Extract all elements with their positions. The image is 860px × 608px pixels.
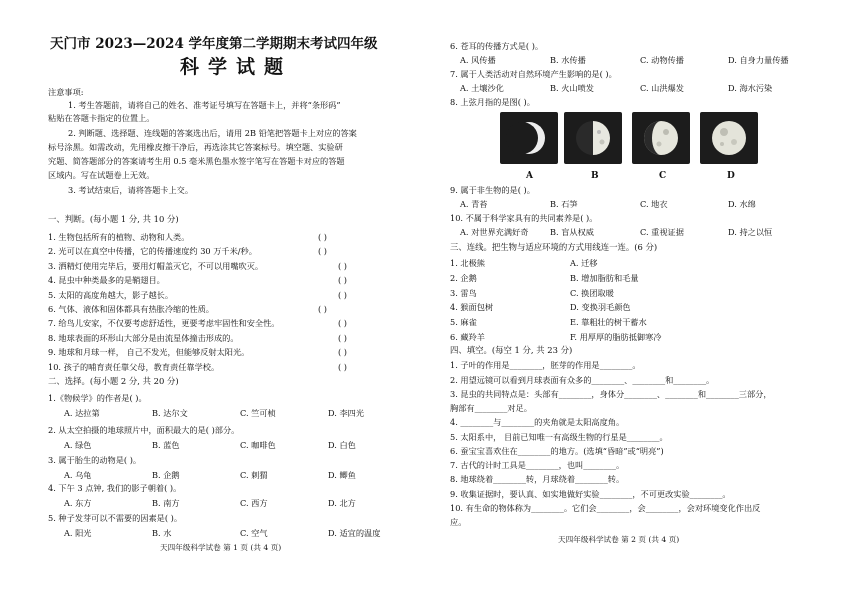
answer-paren: ( ) [318,304,327,314]
note-line: 粘贴在答题卡指定的位置上。 [48,113,155,123]
choice-option: B. 南方 [152,498,180,508]
match-right-item: B. 增加脂肪和毛量 [570,272,639,283]
moon-label: B [591,171,599,181]
moon-image-c [632,112,690,164]
choice-option: D. 持之以恒 [728,227,773,237]
fill-item-text: 应。 [450,517,467,527]
judge-item-text: 6. 气体、液体和固体都具有热胀冷缩的性质。 [48,304,214,314]
choice-option: D. 自身力量传播 [728,55,789,65]
choice-option: C. 西方 [240,498,268,508]
gibbous-moon-icon [632,112,690,164]
choice-option: B. 蓝色 [152,440,180,450]
choice-option: D. 鲫鱼 [328,470,356,480]
choice-option: C. 重视证据 [640,227,684,237]
choice-option: B. 达尔文 [152,408,188,418]
match-left-item: 6. 藏羚羊 [450,332,485,342]
judge-item-text: 2. 光可以在真空中传播，它的传播速度约 30 万千米/秒。 [48,246,257,257]
moon-label: D [727,171,735,181]
section-choice-heading: 二、选择。(每小题 2 分, 共 20 分) [48,376,179,386]
choice-question: 2. 从太空拍摄的地球照片中，面积最大的是( )部分。 [48,425,240,435]
match-left-item: 3. 雷鸟 [450,287,477,298]
match-left-item: 2. 企鹅 [450,272,477,283]
choice-option: D. 李四光 [328,408,365,418]
note-line: 区域内。写在试题卷上无效。 [48,170,155,180]
judge-item-text: 9. 地球和月球一样， 自己不发光，但能够反射太阳光。 [48,347,250,358]
choice-question: 4. 下午 3 点钟, 我们的影子朝着( )。 [48,483,182,493]
judge-item-text: 1. 生物包括所有的植物、动物和人类。 [48,232,190,242]
judge-item-text: 5. 太阳的高度角越大，影子越长。 [48,289,174,300]
answer-paren: ( ) [338,332,347,343]
match-right-item: F. 用厚厚的脂肪抵御寒冷 [570,332,662,342]
section-fill-heading: 四、填空。(每空 1 分, 共 23 分) [450,345,573,355]
fill-item-text: 6. 蚕宝宝喜欢住在________的地方。(选填“昏暗”或“明亮”) [450,446,664,456]
choice-question: 5. 种子发芽可以不需要的因素是( )。 [48,513,183,523]
choice-option: A. 乌龟 [64,470,92,480]
note-line: 2. 判断题、选择题、连线题的答案选出后，请用 2B 铅笔把答题卡上对应的答案 [68,128,357,138]
choice-option: A. 青苔 [460,199,488,209]
note-line: 标号涂黑。如需改动，先用橡皮擦干净后，再选涂其它答案标号。填空题、实验研 [48,142,343,152]
page-footer-right: 天四年级科学试卷 第 2 页 (共 4 页) [558,535,680,544]
answer-paren: ( ) [338,318,347,329]
answer-paren: ( ) [338,361,347,372]
fill-item-text: 4. ________与________的夹角就是太阳高度角。 [450,417,625,427]
choice-option: A. 土壤沙化 [460,83,504,93]
match-right-item: C. 换团取暖 [570,287,614,298]
choice-option: D. 水绵 [728,199,756,209]
choice-option: C. 空气 [240,528,268,538]
choice-option: C. 地衣 [640,199,668,209]
moon-image-b [564,112,622,164]
note-line: 1. 考生答题前，请将自己的姓名、准考证号填写在答题卡上，并将“条形码” [68,100,341,110]
choice-option: A. 阳光 [64,528,92,538]
moon-label: A [526,171,533,181]
note-line: 3. 考试结束后，请将答题卡上交。 [68,185,194,195]
answer-paren: ( ) [338,260,347,271]
choice-option: C. 山洪爆发 [640,83,684,93]
choice-option: B. 水 [152,528,172,538]
fill-item-text: 9. 收集证据时，要认真、如实地做好实验________，不可更改实验________。 [450,489,731,499]
fill-item-text: 8. 地球绕着________转，月球绕着________转。 [450,474,625,484]
choice-option: A. 达拉第 [64,408,100,418]
section-match-heading: 三、连线。把生物与适应环境的方式用线连一连。(6 分) [450,242,658,252]
judge-item-text: 3. 洒精灯使用完毕后，要用灯帽盖灭它，不可以用嘴吹灭。 [48,260,264,271]
choice-option: B. 企鹅 [152,470,180,480]
waning-crescent-icon [500,112,558,164]
fill-item-text: 7. 古代的计时工具是________，也叫________。 [450,460,625,470]
choice-option: B. 盲从权威 [550,227,594,237]
note-line: 究题、简答题部分的答案请考生用 0.5 毫米黑色墨水签字笔写在答题卡对应的答题 [48,156,345,166]
choice-option: D. 适宜的温度 [328,528,381,538]
choice-question: 10. 不属于科学家具有的共同素养是( )。 [450,213,598,223]
answer-paren: ( ) [318,246,327,257]
moon-image-a [500,112,558,164]
choice-option: A. 绿色 [64,440,92,450]
match-left-item: 1. 北极熊 [450,258,485,268]
choice-option: C. 竺可桢 [240,408,276,418]
choice-option: B. 石笋 [550,199,578,209]
fill-item-text: 5. 太阳系中， 目前已知唯一有高级生物的行星是________。 [450,432,668,442]
choice-question: 3. 属于胎生的动物是( )。 [48,455,142,465]
choice-option: D. 白色 [328,440,356,450]
choice-option: A. 风传播 [460,55,496,65]
match-right-item: D. 变换羽毛颜色 [570,302,631,313]
choice-question: 7. 属于人类活动对自然环境产生影响的是( )。 [450,69,617,79]
choice-option: C. 刺猬 [240,470,268,480]
answer-paren: ( ) [338,347,347,358]
section-judge-heading: 一、判断。(每小题 1 分, 共 10 分) [48,214,179,224]
choice-option: B. 水传播 [550,55,586,65]
choice-option: C. 动物传播 [640,55,684,65]
fill-item-text: 3. 昆虫的共同特点是：头部有________，身体分________、________和________三部分， [450,389,772,399]
page-footer-left: 天四年级科学试卷 第 1 页 (共 4 页) [160,543,282,552]
fill-item-text: 2. 用望远镜可以看到月球表面有众多的________、________和________。 [450,375,715,385]
subject-title: 科学试题 [180,56,293,78]
answer-paren: ( ) [338,275,347,286]
match-left-item: 4. 猴面包树 [450,302,494,313]
match-left-item: 5. 麻雀 [450,317,477,328]
match-right-item: E. 靠粗壮的树干蓄水 [570,317,647,328]
choice-question: 9. 属于非生物的是( )。 [450,185,535,195]
full-moon-icon [700,112,758,164]
choice-option: C. 咖啡色 [240,440,276,450]
choice-option: A. 对世界充满好奇 [460,227,529,237]
match-right-item: A. 迁移 [570,258,598,268]
fill-item-text: 胸部有________对足。 [450,403,532,413]
answer-paren: ( ) [318,232,327,242]
choice-question: 8. 上弦月指的是图( )。 [450,97,535,107]
fill-item-text: 1. 子叶的作用是________，胚芽的作用是________。 [450,360,641,370]
judge-item-text: 10. 孩子的哺育责任靠父母，教育责任靠学校。 [48,361,220,372]
choice-option: A. 东方 [64,498,92,508]
choice-option: B. 火山喷发 [550,83,594,93]
choice-option: D. 海水污染 [728,83,773,93]
moon-label: C [659,171,667,181]
choice-question: 1.《物候学》的作者是( )。 [48,393,147,403]
fill-item-text: 10. 有生命的物体称为________。它们会________，会________，会对环境变化作出反 [450,503,761,513]
exam-title: 天门市 2023—2024 学年度第二学期期末考试四年级 [50,36,378,52]
choice-question: 6. 苍耳的传播方式是( )。 [450,41,544,51]
judge-item-text: 7. 给鸟儿安家，不仅要考虑舒适性，更要考虑牢固性和安全性。 [48,318,280,329]
notes-heading: 注意事项: [48,87,84,97]
judge-item-text: 4. 昆虫中种类最多的是鞘翅目。 [48,275,165,286]
moon-image-d [700,112,758,164]
choice-option: D. 北方 [328,498,356,508]
half-moon-icon [564,112,622,164]
judge-item-text: 8. 地球表面的环形山大部分是由流星体撞击形成的。 [48,332,239,343]
answer-paren: ( ) [338,289,347,300]
